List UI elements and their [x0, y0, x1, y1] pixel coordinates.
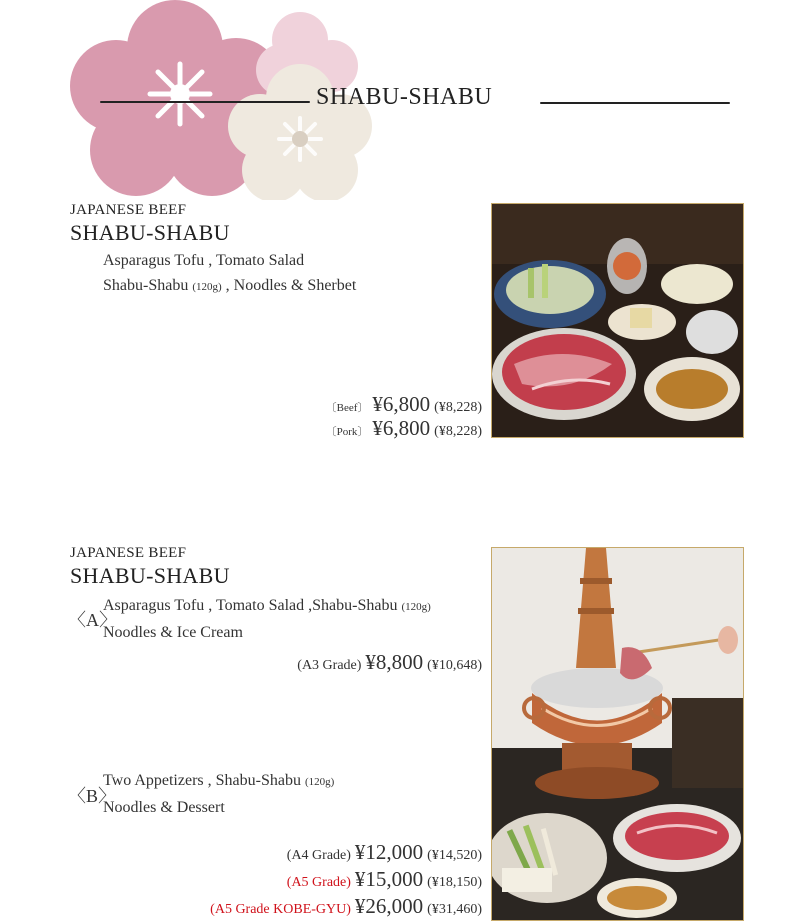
page-title: SHABU-SHABU	[316, 84, 493, 110]
price-tax: (¥18,150)	[427, 875, 482, 890]
option-a-grams: (120g)	[401, 601, 431, 613]
price-label: (A4 Grade)	[286, 848, 351, 863]
price-value: ¥12,000	[354, 840, 424, 864]
price-label: (A5 Grade KOBE-GYU)	[210, 902, 351, 917]
section2-subtitle: JAPANESE BEEF	[70, 545, 187, 561]
copper-hotpot-photo	[491, 547, 744, 921]
price-beef	[326, 392, 482, 417]
price-tax: (¥10,648)	[427, 658, 482, 673]
option-b-line2: Noodles & Dessert	[103, 799, 225, 816]
section1-subtitle: JAPANESE BEEF	[70, 202, 187, 218]
option-a-line1: Asparagus Tofu , Tomato Salad ,Shabu-Shabu	[103, 597, 398, 614]
price-value: ¥6,800	[372, 392, 431, 416]
price-tax: (¥8,228)	[434, 400, 482, 415]
price-a5-kobe	[210, 894, 482, 919]
price-label: 〔Beef〕	[325, 402, 369, 414]
shabu-shabu-set-photo	[491, 203, 744, 438]
option-b-marker: 〈B〉	[68, 786, 117, 806]
option-b-grams: (120g)	[304, 776, 335, 788]
price-pork	[326, 416, 482, 441]
section1-line2-end: , Noodles & Sherbet	[225, 277, 357, 294]
price-label: (A5 Grade)	[286, 875, 351, 890]
option-a-line2: Noodles & Ice Cream	[103, 624, 243, 641]
section2-title: SHABU-SHABU	[70, 563, 230, 588]
option-b-description	[103, 768, 334, 820]
price-label: (A3 Grade)	[297, 658, 362, 673]
option-a-marker: 〈A〉	[68, 610, 117, 630]
price-tax: (¥14,520)	[427, 848, 482, 863]
price-tax: (¥31,460)	[427, 902, 482, 917]
option-a-description	[103, 593, 431, 645]
price-value: ¥26,000	[354, 894, 424, 918]
price-value: ¥15,000	[354, 867, 424, 891]
section1-description	[103, 248, 356, 300]
price-a4	[287, 840, 482, 865]
price-value: ¥8,800	[365, 650, 424, 674]
header-rule-right	[540, 102, 730, 104]
section1-line2: Shabu-Shabu	[103, 277, 189, 294]
price-a5	[287, 867, 482, 892]
section1-line1: Asparagus Tofu , Tomato Salad	[103, 252, 305, 269]
section1-grams: (120g)	[192, 281, 222, 293]
header-rule-left	[100, 101, 310, 103]
price-value: ¥6,800	[372, 416, 431, 440]
price-a3	[297, 650, 482, 675]
option-b-line1: Two Appetizers , Shabu-Shabu	[103, 772, 301, 789]
price-label: 〔Pork〕	[325, 426, 369, 438]
section1-title: SHABU-SHABU	[70, 220, 230, 245]
price-tax: (¥8,228)	[434, 424, 482, 439]
